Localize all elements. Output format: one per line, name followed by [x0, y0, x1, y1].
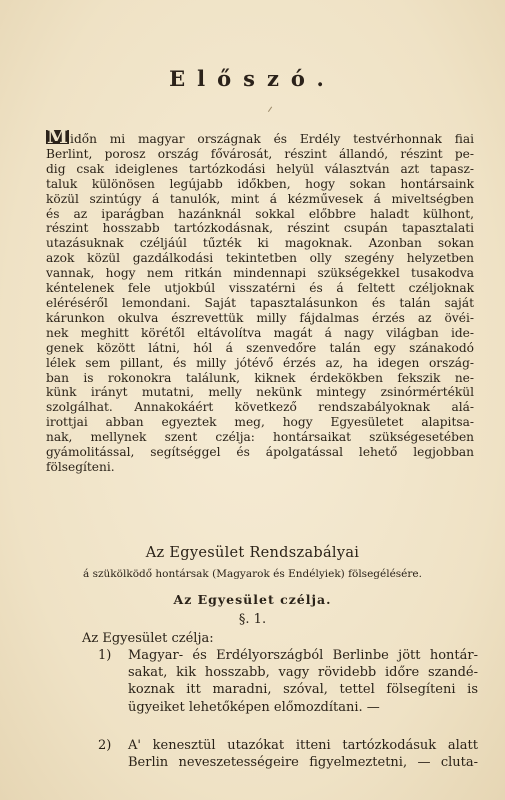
preface-line: taluk különösen legújabb időkben, hogy sokan hontársaink	[46, 176, 474, 191]
preface-line: eléréséről lemondani. Saját tapasztalásunkon és talán saját	[46, 295, 474, 310]
preface-line: vannak, hogy nem ritkán mindennapi szükségekkel tusakodva	[46, 266, 474, 281]
paragraph-number: §. 1.	[238, 612, 267, 627]
item-body	[128, 737, 478, 771]
item-number: 2)	[98, 738, 112, 753]
ink-mark	[268, 107, 277, 116]
society-rules-subtitle: á szükölködő hontársak (Magyarok és Endélyiek) fölsegélésére.	[83, 568, 422, 580]
preface-line: nak, mellynek szent czélja: hontársaikat szükségesetében	[46, 430, 474, 445]
item-line: Berlin neveszetességeire figyelmeztetni, — cluta-	[128, 755, 478, 771]
preface-line: és az iparágban hazánknál sokkal előbbre haladt külhont,	[46, 206, 474, 221]
preface-line: künk irányt mutatni, melly nekünk mintegy zsinórmértékül	[46, 385, 474, 400]
drop-cap: M	[47, 126, 69, 148]
purpose-label: Az Egyesület czélja:	[82, 631, 214, 646]
society-rules-title: Az Egyesület Rendszabályai	[145, 545, 360, 561]
preface-line: gyámolitással, segítséggel és ápolgatással lehető legjobban	[46, 445, 474, 460]
preface-line: nek meghitt körétől eltávolítva magát á nagy világban ide-	[46, 325, 474, 340]
preface-line: közül szintúgy á tanulók, mint á kézművesek á miveltségben	[46, 191, 474, 206]
preface-line: szolgálhat. Annakokáért következő rendszabályoknak alá-	[46, 400, 474, 415]
preface-line: genek között látni, hól á szenvedőre talán egy szánakodó	[46, 340, 474, 355]
page-title: Előszó.	[169, 66, 336, 91]
preface-line: azok közül gazdálkodási tekintetben olly szegény helyzetben	[46, 251, 474, 266]
preface-line: kárunkon okulva észrevettük milly fájdalmas érzés az övéi-	[46, 310, 474, 325]
section-heading: Az Egyesület czélja.	[173, 592, 332, 607]
item-line: ügyeiket lehetőképen előmozdítani. —	[128, 699, 380, 715]
preface-line: dig csak ideiglenes tartózkodási helyül választván azt tapasz-	[46, 161, 474, 176]
preface-line: irottjai abban egyeztek meg, hogy Egyesületet alapitsa-	[46, 415, 474, 430]
preface-paragraph	[46, 126, 474, 475]
item-line: Magyar- és Erdélyországból Berlinbe jött hontár-	[128, 648, 478, 663]
preface-line: kéntelenek fele utjokbúl visszatérni és á feltett czéljoknak	[46, 281, 474, 296]
preface-line: M időn mi magyar országnak és Erdély testvérhonnak fiai	[47, 126, 474, 148]
item-number: 1)	[98, 648, 112, 663]
item-line: koznak itt maradni, szóval, tettel fölsegíteni is	[128, 682, 478, 698]
preface-line: fölsegíteni.	[46, 459, 115, 474]
preface-line: részint hosszabb tartózkodásnak, részint csupán tapasztalati	[46, 221, 474, 236]
preface-line: ban is rokonokra találunk, kiknek érdekökben fekszik ne-	[46, 370, 474, 385]
item-line: A' kenesztül utazókat itteni tartózkodásuk alatt	[128, 738, 478, 753]
preface-line: utazásuknak czéljáúl tűzték ki magoknak. Azonban sokan	[46, 236, 474, 251]
preface-line: Berlint, porosz ország fővárosát, részint állandó, részint pe-	[46, 146, 474, 161]
item-body	[128, 647, 478, 716]
item-line: sakat, kik hosszabb, vagy rövidebb időre szandé-	[128, 665, 478, 681]
preface-line: lélek sem pillant, és milly jótévő érzés az, ha idegen ország-	[46, 355, 474, 370]
